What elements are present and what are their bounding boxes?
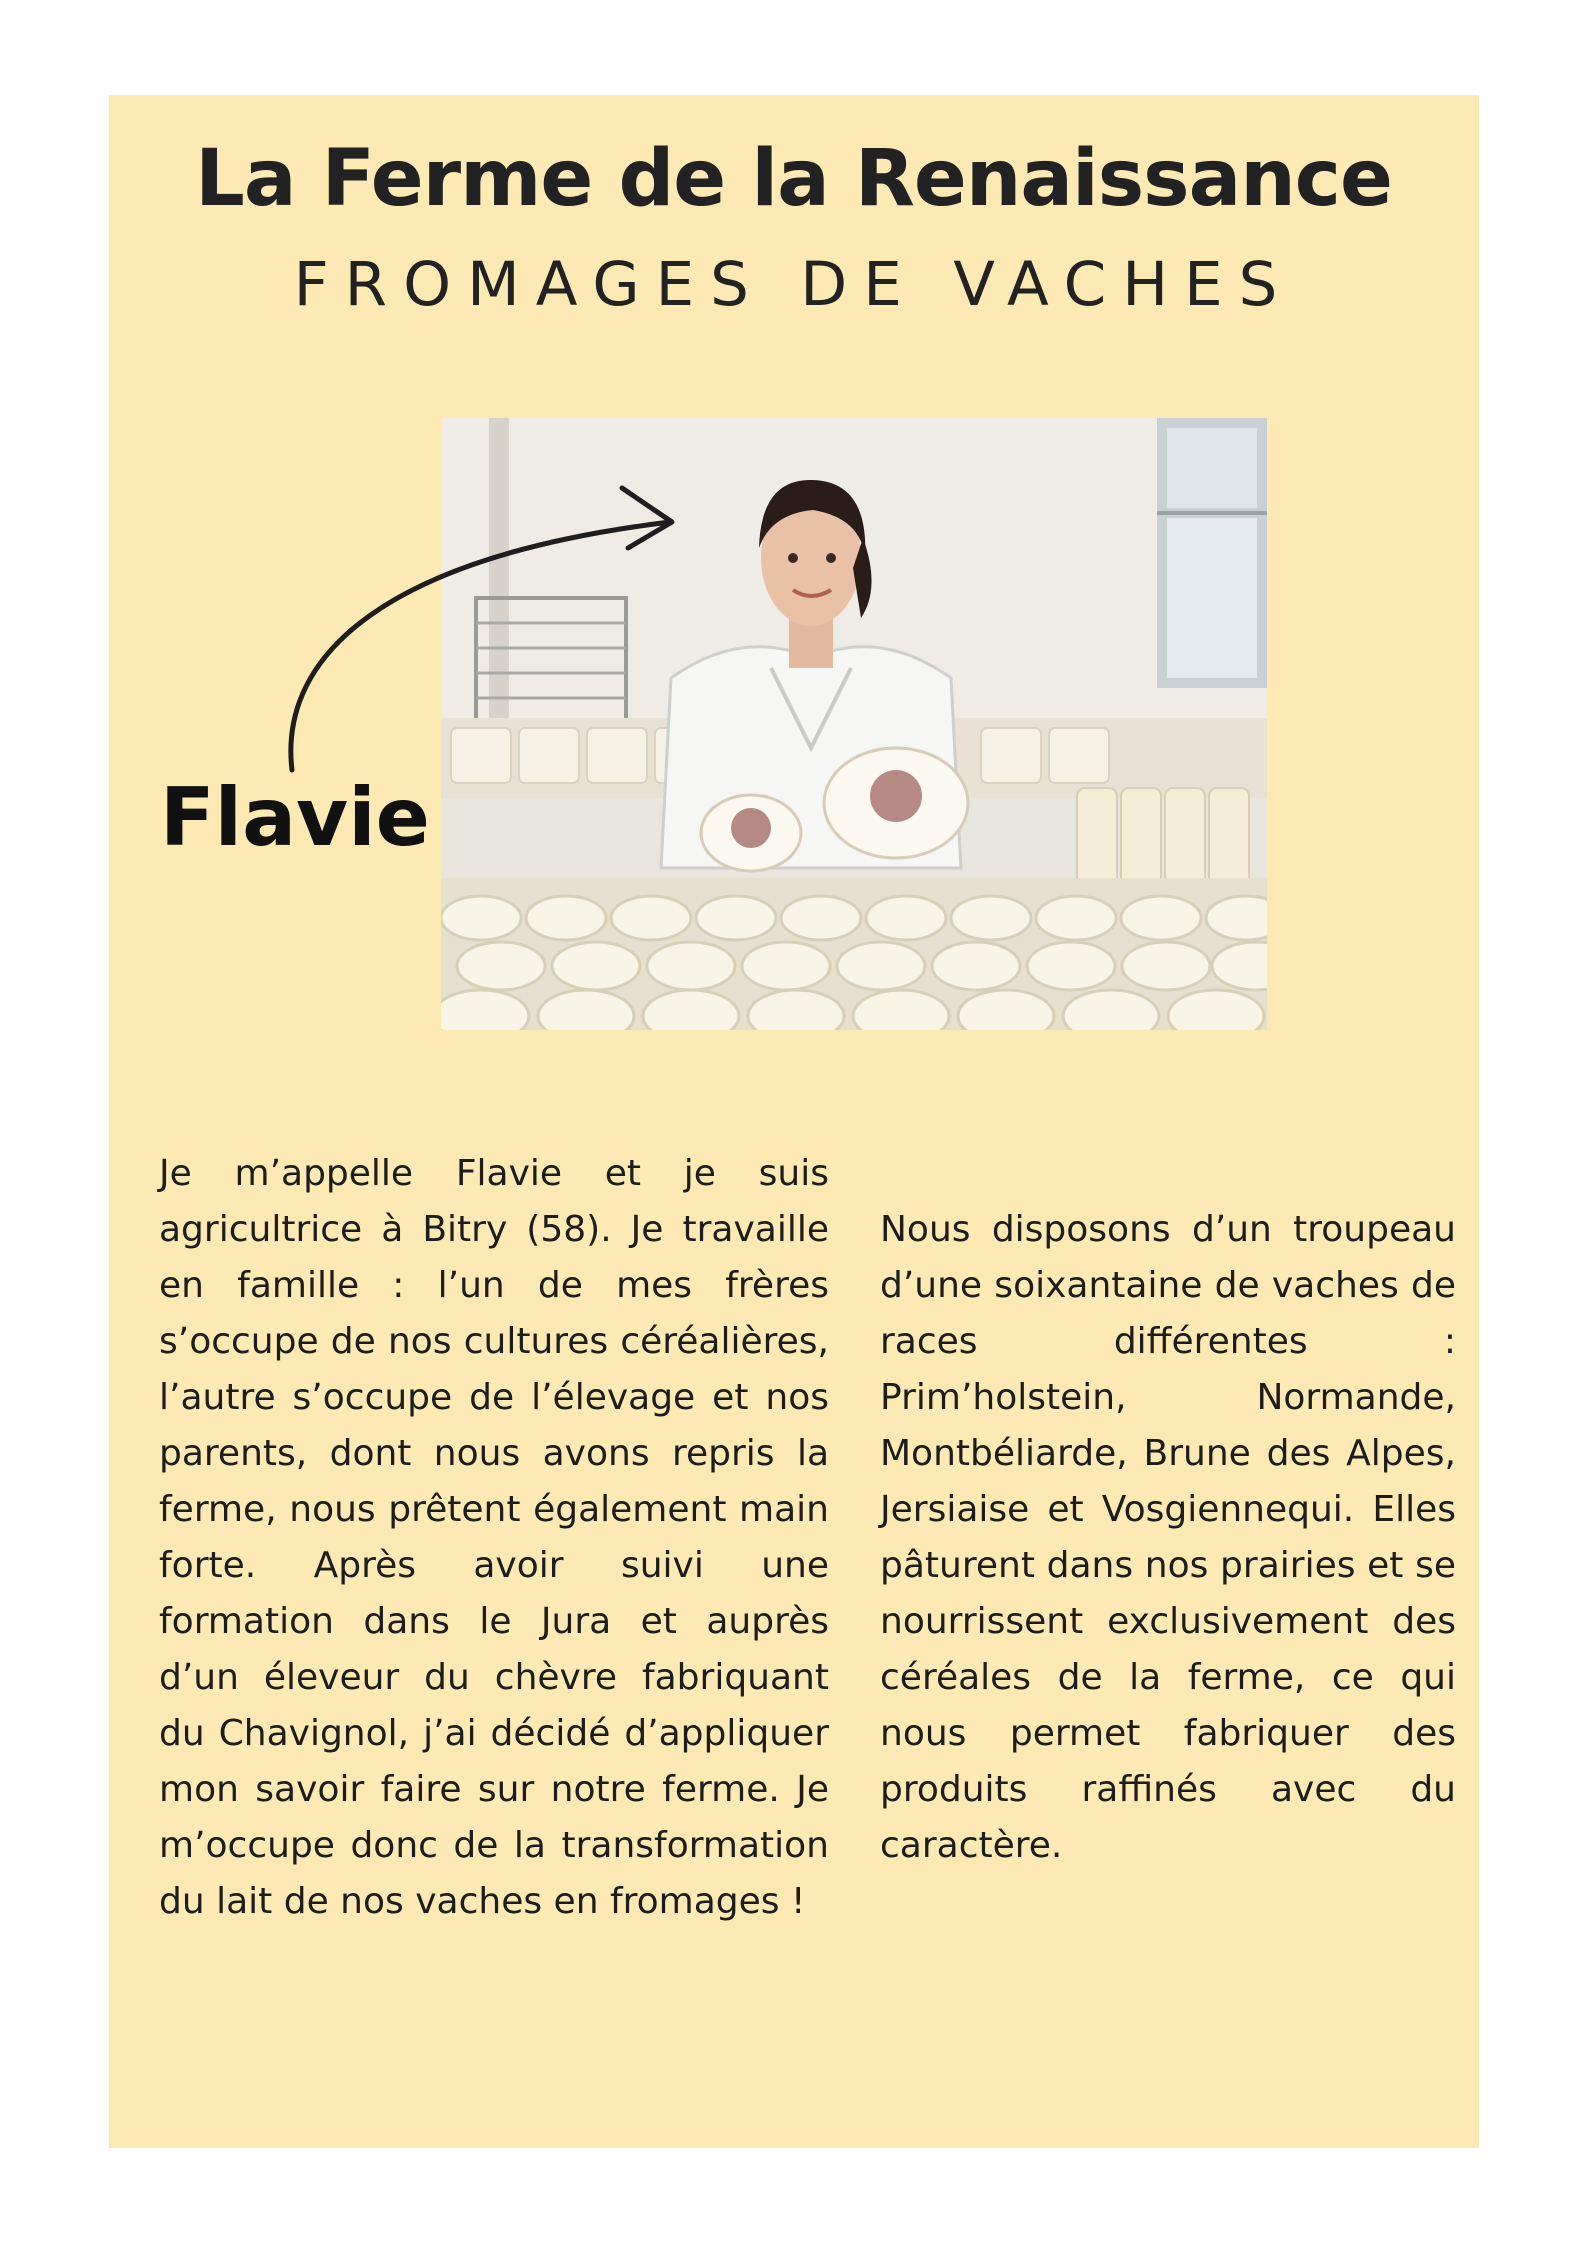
page-subtitle: FROMAGES DE VACHES [293, 249, 1294, 320]
curved-arrow-icon [270, 470, 690, 790]
person-name: Flavie [160, 771, 430, 864]
page-title: La Ferme de la Renaissance [195, 134, 1392, 224]
intro-paragraph: Je m’appelle Flavie et je suis agricultrice à Bitry (58). Je travaille en famille : l’un de mes frères s’occupe de nos cultures céréalières, l’autre s’occupe de l’élevage et nos parents, dont nous avons repris la ferme, nous prêtent également main forte. Après avoir suivi une formation dans le Jura et auprès d’un éleveur du chèvre fabriquant du Chavignol, j’ai décidé d’appliquer mon savoir faire sur notre ferme. Je m’occupe donc de la transformation du lait de nos vaches en fromages ! [159, 1153, 829, 1922]
herd-paragraph: Nous disposons d’un troupeau d’une soixantaine de vaches de races différentes : Prim’holstein, Normande, Montbéliarde, Brune des Alpes, Jersiaise et Vosgiennequi. Elles pâturent dans nos prairies et se nourrissent exclusivement des céréales de la ferme, ce qui nous permet fabriquer des produits raffinés avec du caractère. [880, 1209, 1456, 1866]
